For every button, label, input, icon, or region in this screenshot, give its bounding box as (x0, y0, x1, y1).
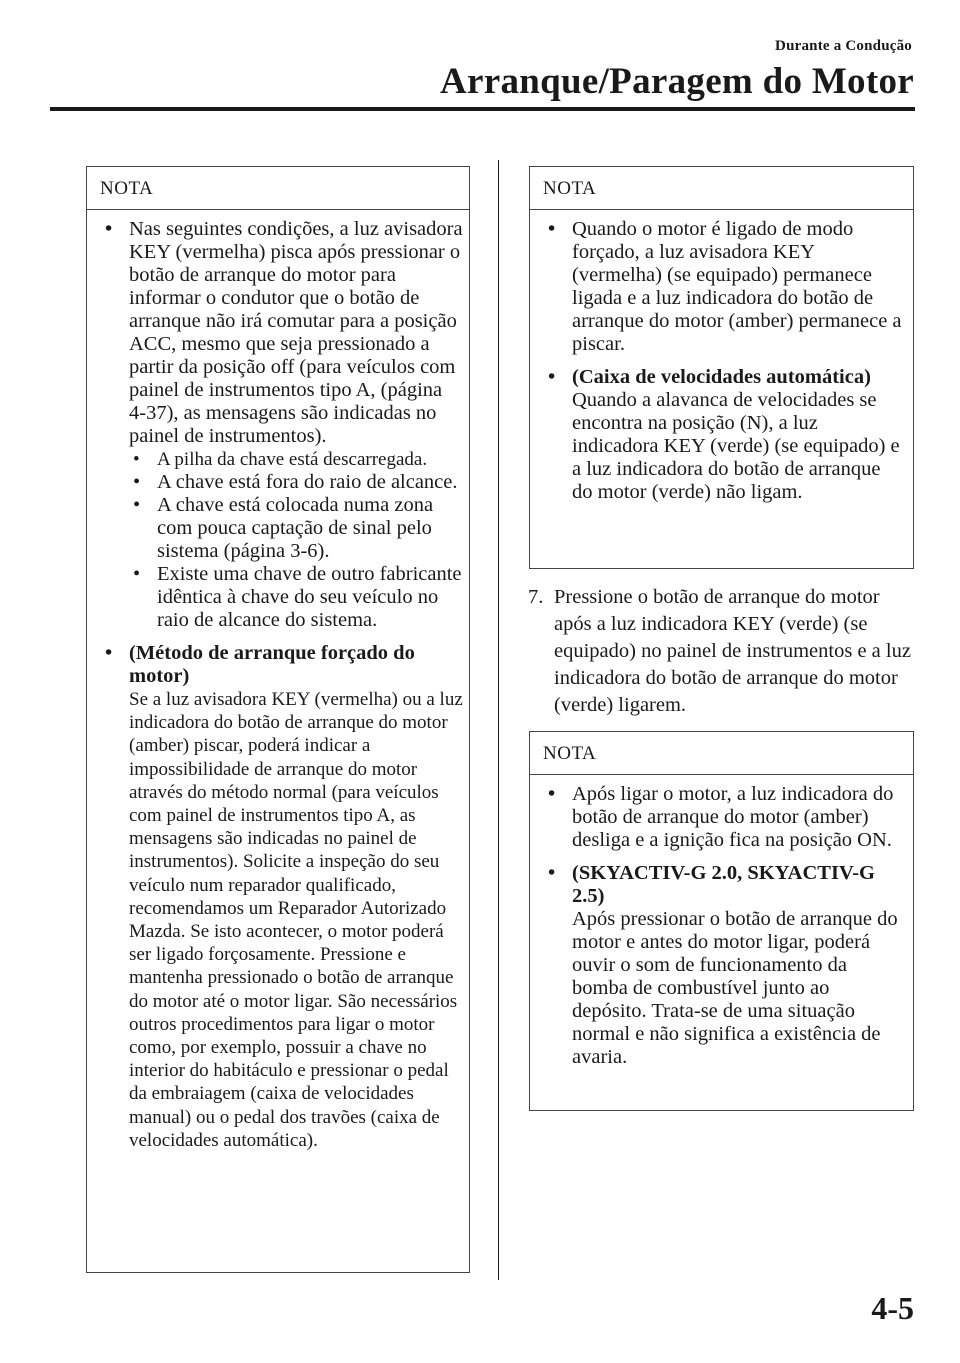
sub-list-item-text: A pilha da chave está descarregada. (157, 449, 428, 470)
bullet-icon: • (548, 218, 556, 240)
dot-icon: • (133, 471, 141, 493)
note-item-title: (Caixa de velocidades automática) (572, 366, 871, 388)
sub-list-item-text: Existe uma chave de outro fabricante idêntica à chave do seu veículo no raio de alcance do sistema. (157, 563, 462, 631)
bullet-icon: • (105, 218, 113, 240)
step-number: 7. (528, 586, 544, 608)
sub-list-item (129, 471, 463, 494)
note-heading: NOTA (530, 732, 913, 775)
section-label: Durante a Condução (775, 38, 912, 54)
note-item (546, 218, 903, 356)
step-text: Pressione o botão de arranque do motor após a luz indicadora KEY (verde) (se equipado) no painel de instrumentos e a luz indicadora do botão de arranque do motor (verde) ligarem. (554, 586, 911, 716)
note-body (530, 210, 913, 514)
page-number: 4-5 (871, 1290, 914, 1326)
header-rule (50, 107, 915, 111)
note-item (546, 862, 903, 1069)
note-item (103, 218, 463, 632)
note-item-text: Quando o motor é ligado de modo forçado, a luz avisadora KEY (vermelha) (se equipado) permanece ligada e a luz indicadora do botão de arranque do motor (amber) permanece a piscar. (572, 218, 902, 355)
note-item-text: Quando a alavanca de velocidades se encontra na posição (N), a luz indicadora KEY (verde) (se equipado) e a luz indicadora do botão de arranque do motor (verde) não ligam. (572, 389, 900, 503)
note-item-text: Após ligar o motor, a luz indicadora do botão de arranque do motor (amber) desliga e a ignição fica na posição ON. (572, 783, 894, 851)
page-title: Arranque/Paragem do Motor (439, 61, 914, 102)
note-box-3 (529, 731, 914, 1111)
note-box-2 (529, 166, 914, 569)
dot-icon: • (133, 449, 140, 470)
bullet-icon: • (548, 862, 556, 884)
note-item-title: (Método de arranque forçado do motor) (129, 642, 415, 687)
note-box-1 (86, 166, 470, 1273)
bullet-icon: • (105, 642, 113, 664)
sub-list-item (129, 494, 463, 563)
sub-list-item (129, 448, 463, 471)
note-item-text: Nas seguintes condições, a luz avisadora KEY (vermelha) pisca após pressionar o botão de arranque do motor para informar o condutor que o botão de arranque não irá comutar para a posição ACC, mesmo que seja pressionado a partir da posição off (para veículos com painel de instrumentos tipo A, (página 4-37), as mensagens são indicadas no painel de instrumentos). (129, 218, 463, 447)
dot-icon: • (133, 494, 141, 516)
sub-list (129, 448, 463, 632)
note-item (546, 783, 903, 852)
sub-list-item-text: A chave está fora do raio de alcance. (157, 471, 458, 493)
note-item (103, 642, 463, 1152)
column-divider (498, 160, 499, 1280)
note-item-title: (SKYACTIV-G 2.0, SKYACTIV-G 2.5) (572, 862, 875, 907)
step-7 (528, 584, 918, 719)
sub-list-item-text: A chave está colocada numa zona com pouca captação de sinal pelo sistema (página 3-6). (157, 494, 434, 562)
note-item (546, 366, 903, 504)
bullet-icon: • (548, 783, 556, 805)
note-item-text: Após pressionar o botão de arranque do motor e antes do motor ligar, poderá ouvir o som de funcionamento da bomba de combustível junto ao depósito. Trata-se de uma situação normal e não significa a existência de avaria. (572, 908, 898, 1068)
note-item-text: Se a luz avisadora KEY (vermelha) ou a luz indicadora do botão de arranque do motor (amber) piscar, poderá indicar a impossibilidade de arranque do motor através do método normal (para veículos com painel de instrumentos tipo A, as mensagens são indicadas no painel de instrumentos). Solicite a inspeção do seu veículo num reparador qualificado, recomendamos um Reparador Autorizado Mazda. Se isto acontecer, o motor poderá ser ligado forçosamente. Pressione e mantenha pressionado o botão de arranque do motor até o motor ligar. São necessários outros procedimentos para ligar o motor como, por exemplo, possuir a chave no interior do habitáculo e pressionar o pedal da embraiagem (caixa de velocidades manual) ou o pedal dos travões (caixa de velocidades automática). (129, 689, 463, 1151)
note-body (87, 210, 469, 1162)
dot-icon: • (133, 563, 141, 585)
note-body (530, 775, 913, 1079)
note-heading: NOTA (530, 167, 913, 210)
note-heading: NOTA (87, 167, 469, 210)
sub-list-item (129, 563, 463, 632)
bullet-icon: • (548, 366, 556, 388)
